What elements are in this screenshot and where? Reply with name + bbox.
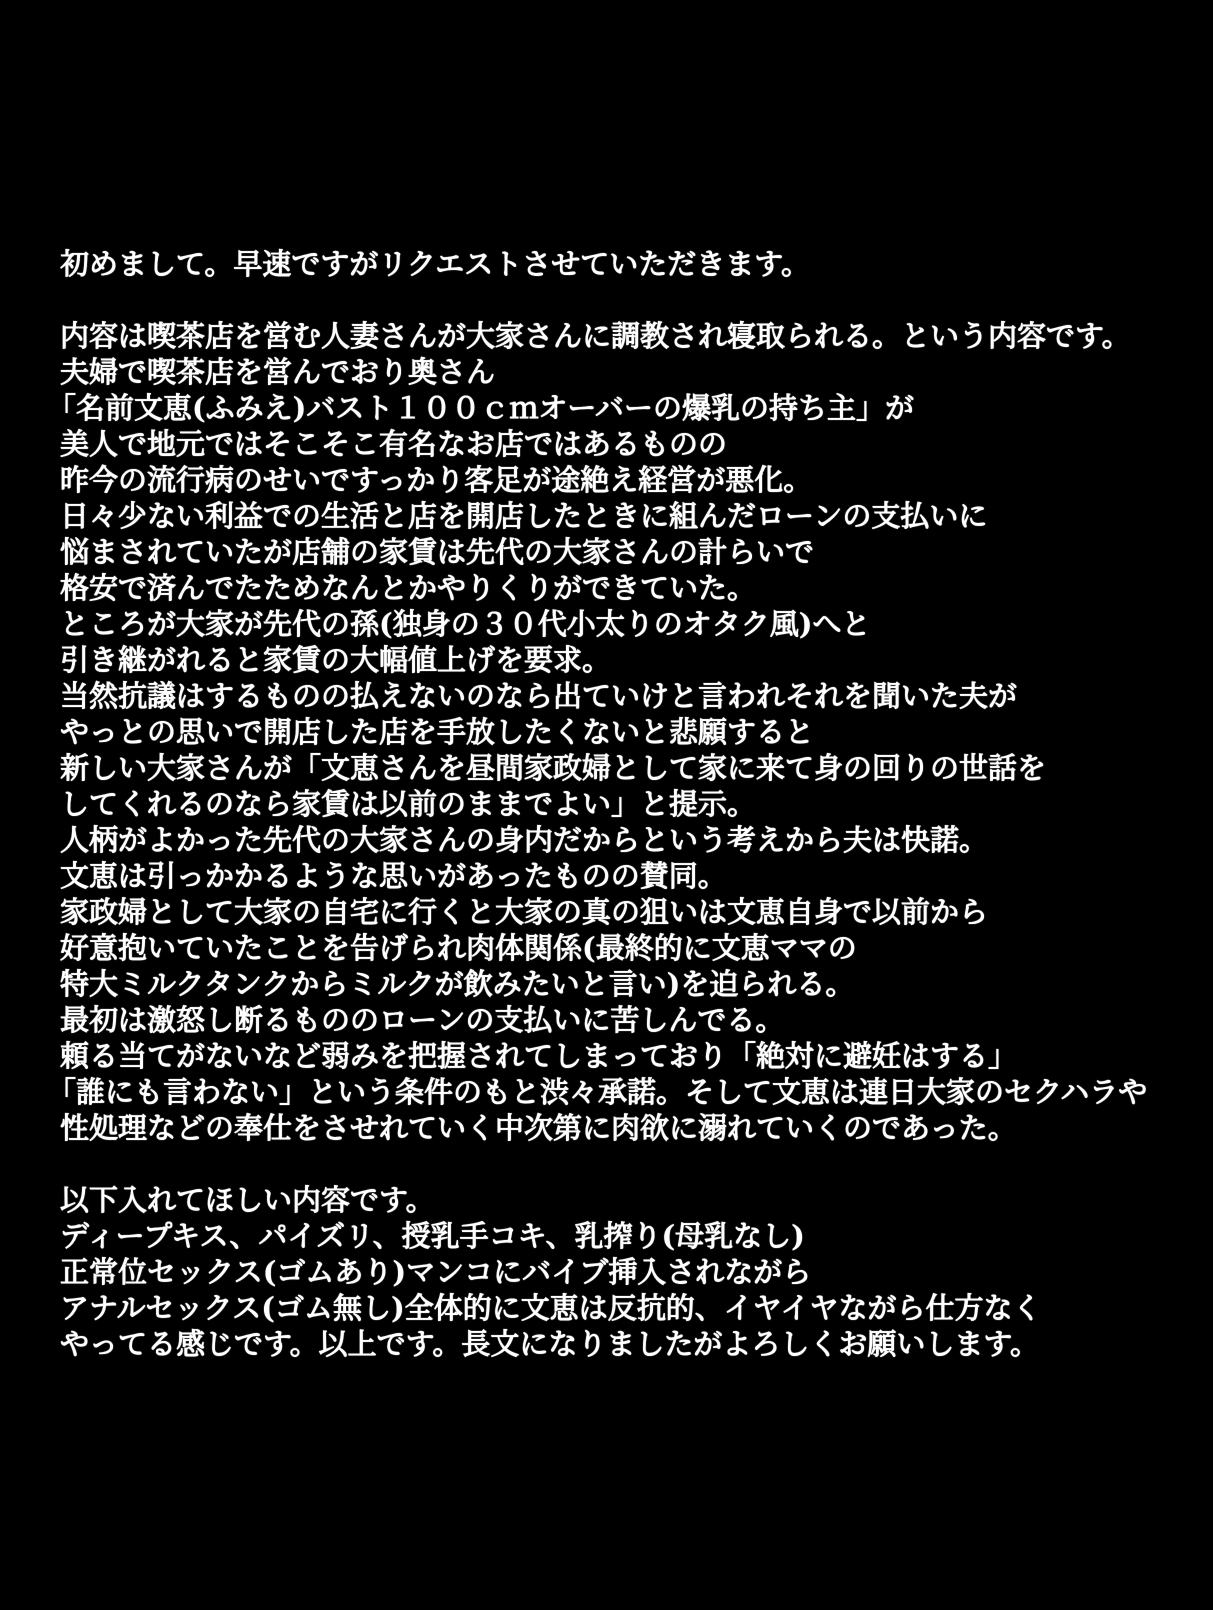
letter-line-blank: [60, 282, 1183, 318]
letter-line: 内容は喫茶店を営む人妻さんが大家さんに調教され寝取られる。という内容です。: [60, 319, 1131, 353]
letter-line: 夫婦で喫茶店を営んでおり奥さん: [60, 355, 496, 389]
letter-line: してくれるのなら家賃は以前のままでよい」と提示。: [60, 787, 757, 821]
letter-line: 格安で済んでたためなんとかやりくりができていた。: [60, 571, 757, 605]
letter-line: やっとの思いで開店した店を手放したくないと悲願すると: [60, 715, 815, 749]
letter-line: 引き継がれると家賃の大幅値上げを要求。: [60, 643, 612, 677]
letter-line: 「誰にも言わない」という条件のもと渋々承諾。そして文恵は連日大家のセクハラや: [46, 1075, 1148, 1109]
letter-line: やってる感じです。以上です。長文になりましたがよろしくお願いします。: [60, 1327, 1040, 1361]
letter-line: 性処理などの奉仕をさせれていく中次第に肉欲に溺れていくのであった。: [60, 1111, 1017, 1145]
letter-line: 初めまして。早速ですがリクエストさせていただきます。: [60, 247, 810, 281]
letter-line: 正常位セックス(ゴムあり)マンコにバイブ挿入されながら: [60, 1255, 812, 1289]
letter-line: 美人で地元ではそこそこ有名なお店ではあるものの: [60, 427, 728, 461]
letter-line: 昨今の流行病のせいですっかり客足が途絶え経営が悪化。: [60, 463, 813, 497]
letter-line: 文恵は引っかかるような思いがあったものの賛同。: [60, 859, 727, 893]
letter-line: 人柄がよかった先代の大家さんの身内だからという考えから夫は快諾。: [60, 823, 989, 857]
letter-line: 以下入れてほしい内容です。: [60, 1183, 435, 1217]
letter-line: 家政婦として大家の自宅に行くと大家の真の狙いは文恵自身で以前から: [60, 895, 989, 929]
letter-line: 日々少ない利益での生活と店を開店したときに組んだローンの支払いに: [60, 499, 988, 533]
letter-line: 「名前文恵(ふみえ)バスト１００ｃｍオーバーの爆乳の持ち主」が: [46, 391, 914, 425]
letter-line: 悩まされていたが店舗の家賃は先代の大家さんの計らいで: [60, 535, 815, 569]
letter-line: 特大ミルクタンクからミルクが飲みたいと言い)を迫られる。: [60, 967, 855, 1001]
letter-line: アナルセックス(ゴム無し)全体的に文恵は反抗的、イヤイヤながら仕方なく: [60, 1291, 1042, 1325]
letter-line: 当然抗議はするものの払えないのなら出ていけと言われそれを聞いた夫が: [60, 679, 1018, 713]
letter-line: 最初は激怒し断るもののローンの支払いに苦しんでる。: [60, 1003, 785, 1037]
letter-line: 頼る当てがないなど弱みを把握されてしまっており「絶対に避妊はする」: [60, 1039, 1018, 1073]
letter-line: ところが大家が先代の孫(独身の３０代小太りのオタク風)へと: [60, 607, 871, 641]
letter-text-block: [46, 246, 1183, 1362]
letter-line: ディープキス、パイズリ、授乳手コキ、乳搾り(母乳なし): [60, 1219, 805, 1253]
letter-line-blank: [60, 1146, 1183, 1182]
letter-line: 好意抱いていたことを告げられ肉体関係(最終的に文恵ママの: [60, 931, 857, 965]
letter-line: 新しい大家さんが「文恵さんを昼間家政婦として家に来て身の回りの世話を: [60, 751, 1047, 785]
